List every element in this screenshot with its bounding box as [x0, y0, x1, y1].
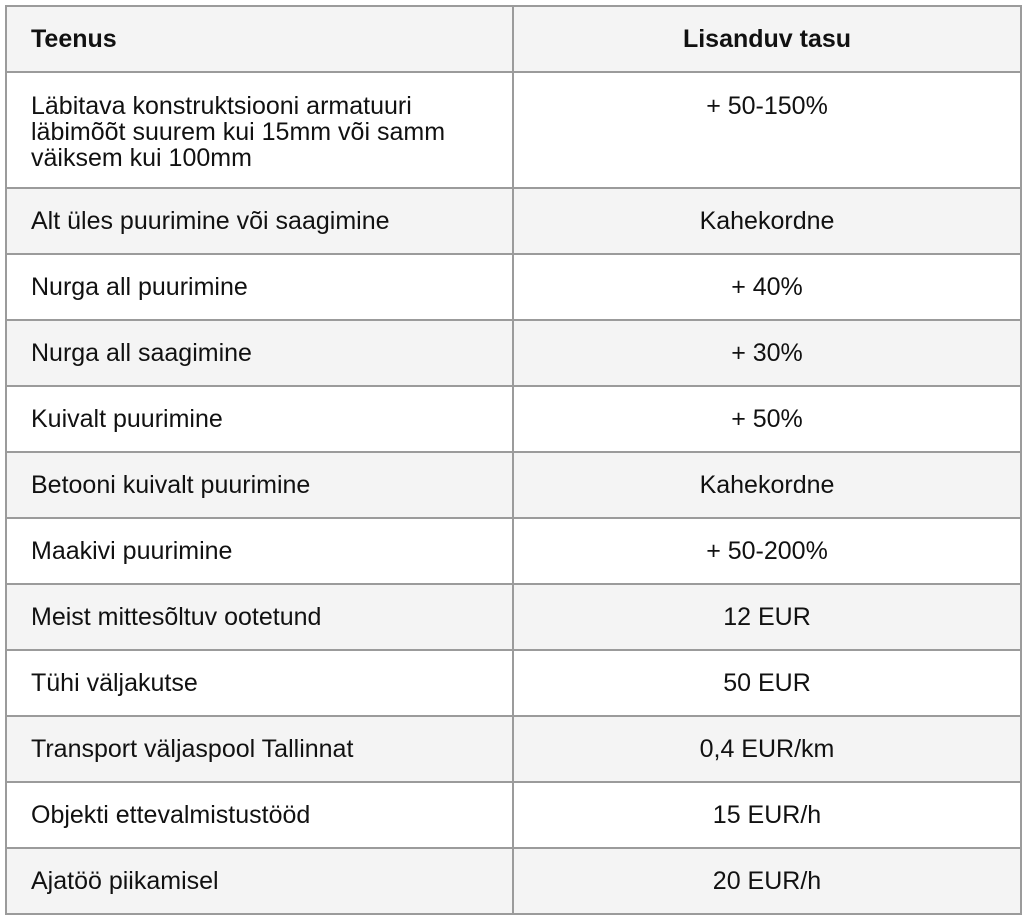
table-row — [6, 386, 1021, 452]
table-row — [6, 72, 1021, 188]
service-cell: Nurga all puurimine — [6, 254, 513, 320]
service-cell: Transport väljaspool Tallinnat — [6, 716, 513, 782]
fee-cell: 50 EUR — [513, 650, 1021, 716]
table-row — [6, 782, 1021, 848]
fee-cell: + 30% — [513, 320, 1021, 386]
table-row — [6, 848, 1021, 914]
table-row — [6, 254, 1021, 320]
table-row — [6, 320, 1021, 386]
table-row — [6, 650, 1021, 716]
table-row — [6, 452, 1021, 518]
fee-cell: + 50-200% — [513, 518, 1021, 584]
header-service: Teenus — [6, 6, 513, 72]
service-cell: Meist mittesõltuv ootetund — [6, 584, 513, 650]
service-cell: Nurga all saagimine — [6, 320, 513, 386]
fee-cell: + 50% — [513, 386, 1021, 452]
service-cell: Betooni kuivalt puurimine — [6, 452, 513, 518]
service-cell: Ajatöö piikamisel — [6, 848, 513, 914]
service-cell: Maakivi puurimine — [6, 518, 513, 584]
fee-cell: 12 EUR — [513, 584, 1021, 650]
service-cell: Alt üles puurimine või saagimine — [6, 188, 513, 254]
header-fee: Lisanduv tasu — [513, 6, 1021, 72]
service-cell: Objekti ettevalmistustööd — [6, 782, 513, 848]
fee-cell: Kahekordne — [513, 452, 1021, 518]
fee-cell: + 50-150% — [513, 72, 1021, 188]
fee-cell: 0,4 EUR/km — [513, 716, 1021, 782]
fee-cell: + 40% — [513, 254, 1021, 320]
fee-cell: 20 EUR/h — [513, 848, 1021, 914]
service-cell: Läbitava konstruktsiooni armatuuri läbimõõt suurem kui 15mm või samm väiksem kui 100mm — [6, 72, 513, 188]
table-row — [6, 584, 1021, 650]
fee-cell: 15 EUR/h — [513, 782, 1021, 848]
table-row — [6, 716, 1021, 782]
table-header-row — [6, 6, 1021, 72]
service-cell: Tühi väljakutse — [6, 650, 513, 716]
service-cell: Kuivalt puurimine — [6, 386, 513, 452]
table-row — [6, 188, 1021, 254]
fee-cell: Kahekordne — [513, 188, 1021, 254]
table-row — [6, 518, 1021, 584]
price-table — [5, 5, 1022, 915]
